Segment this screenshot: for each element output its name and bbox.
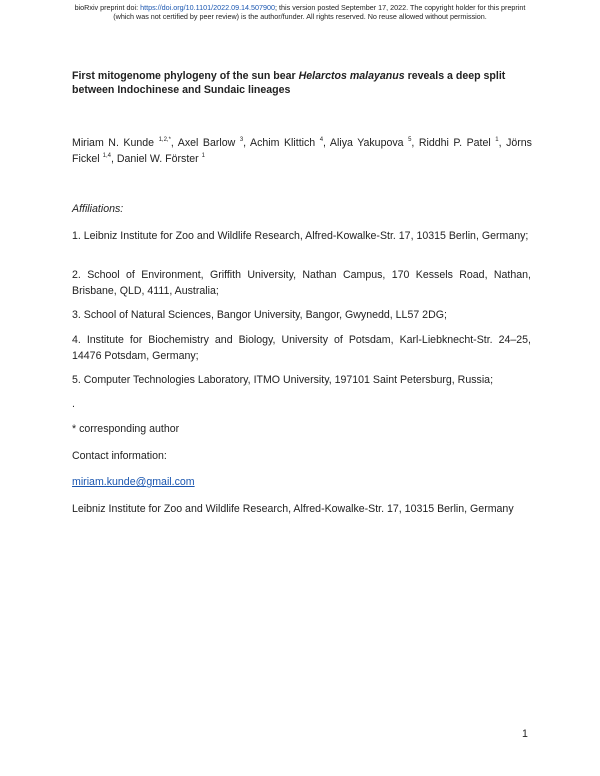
page-number: 1 [522, 728, 528, 740]
corresponding-note: * corresponding author [72, 423, 180, 435]
title-part-1: First mitogenome phylogeny of the sun bear [72, 70, 299, 82]
author: Riddhi P. Patel $^1$, [418, 137, 507, 149]
doi-link[interactable]: https://doi.org/10.1101/2022.09.14.507900 [140, 3, 276, 12]
affiliation-item: 5. Computer Technologies Laboratory, ITMO University, 197101 Saint Petersburg, Russia; [72, 374, 494, 386]
contact-heading: Contact information: [72, 450, 167, 462]
author-list [72, 135, 532, 167]
title-species: Helarctos malayanus [298, 70, 405, 82]
preprint-header [0, 3, 600, 21]
paper-title [72, 69, 542, 97]
header-suffix: ; this version posted September 17, 2022. The copyright holder for this preprint [275, 3, 526, 12]
affiliations-heading: Affiliations: [72, 203, 124, 215]
affiliation-item: 1. Leibniz Institute for Zoo and Wildlife Research, Alfred-Kowalke-Str. 17, 10315 Berlin, Germany; [72, 230, 529, 242]
affiliation-item: 2. School of Environment, Griffith University, Nathan Campus, 170 Kessels Road, Nathan, Brisbane, QLD, 4111, Australia; [72, 269, 531, 297]
contact-address: Leibniz Institute for Zoo and Wildlife Research, Alfred-Kowalke-Str. 17, 10315 Berlin, Germany [72, 503, 514, 515]
author: Achim Klittich $^4$, [250, 137, 330, 149]
author: Daniel W. Förster $^1$ [116, 153, 205, 165]
separator-dot: . [72, 398, 75, 410]
email-link[interactable]: miriam.kunde@gmail.com [72, 476, 195, 488]
header-prefix: bioRxiv preprint doi: [74, 3, 141, 12]
affiliation-item: 4. Institute for Biochemistry and Biology, University of Potsdam, Karl-Liebknecht-Str. 24–25, 14476 Potsdam, Germany; [72, 334, 531, 362]
affiliation-item: 3. School of Natural Sciences, Bangor University, Bangor, Gwynedd, LL57 2DG; [72, 309, 447, 321]
header-line-1 [0, 3, 600, 12]
author: Miriam N. Kunde $^{1,2,*}$, [72, 137, 178, 149]
title-part-2: reveals a deep split between Indochinese and Sundaic lineages [72, 70, 506, 96]
header-line-2: (which was not certified by peer review) is the author/funder. All rights reserved. No reuse allowed without permission. [113, 12, 487, 21]
author: Jörns Fickel $^{1,4}$, [72, 137, 532, 165]
author: Axel Barlow $^3$, [177, 137, 251, 149]
author: Aliya Yakupova $^5$, [329, 137, 419, 149]
